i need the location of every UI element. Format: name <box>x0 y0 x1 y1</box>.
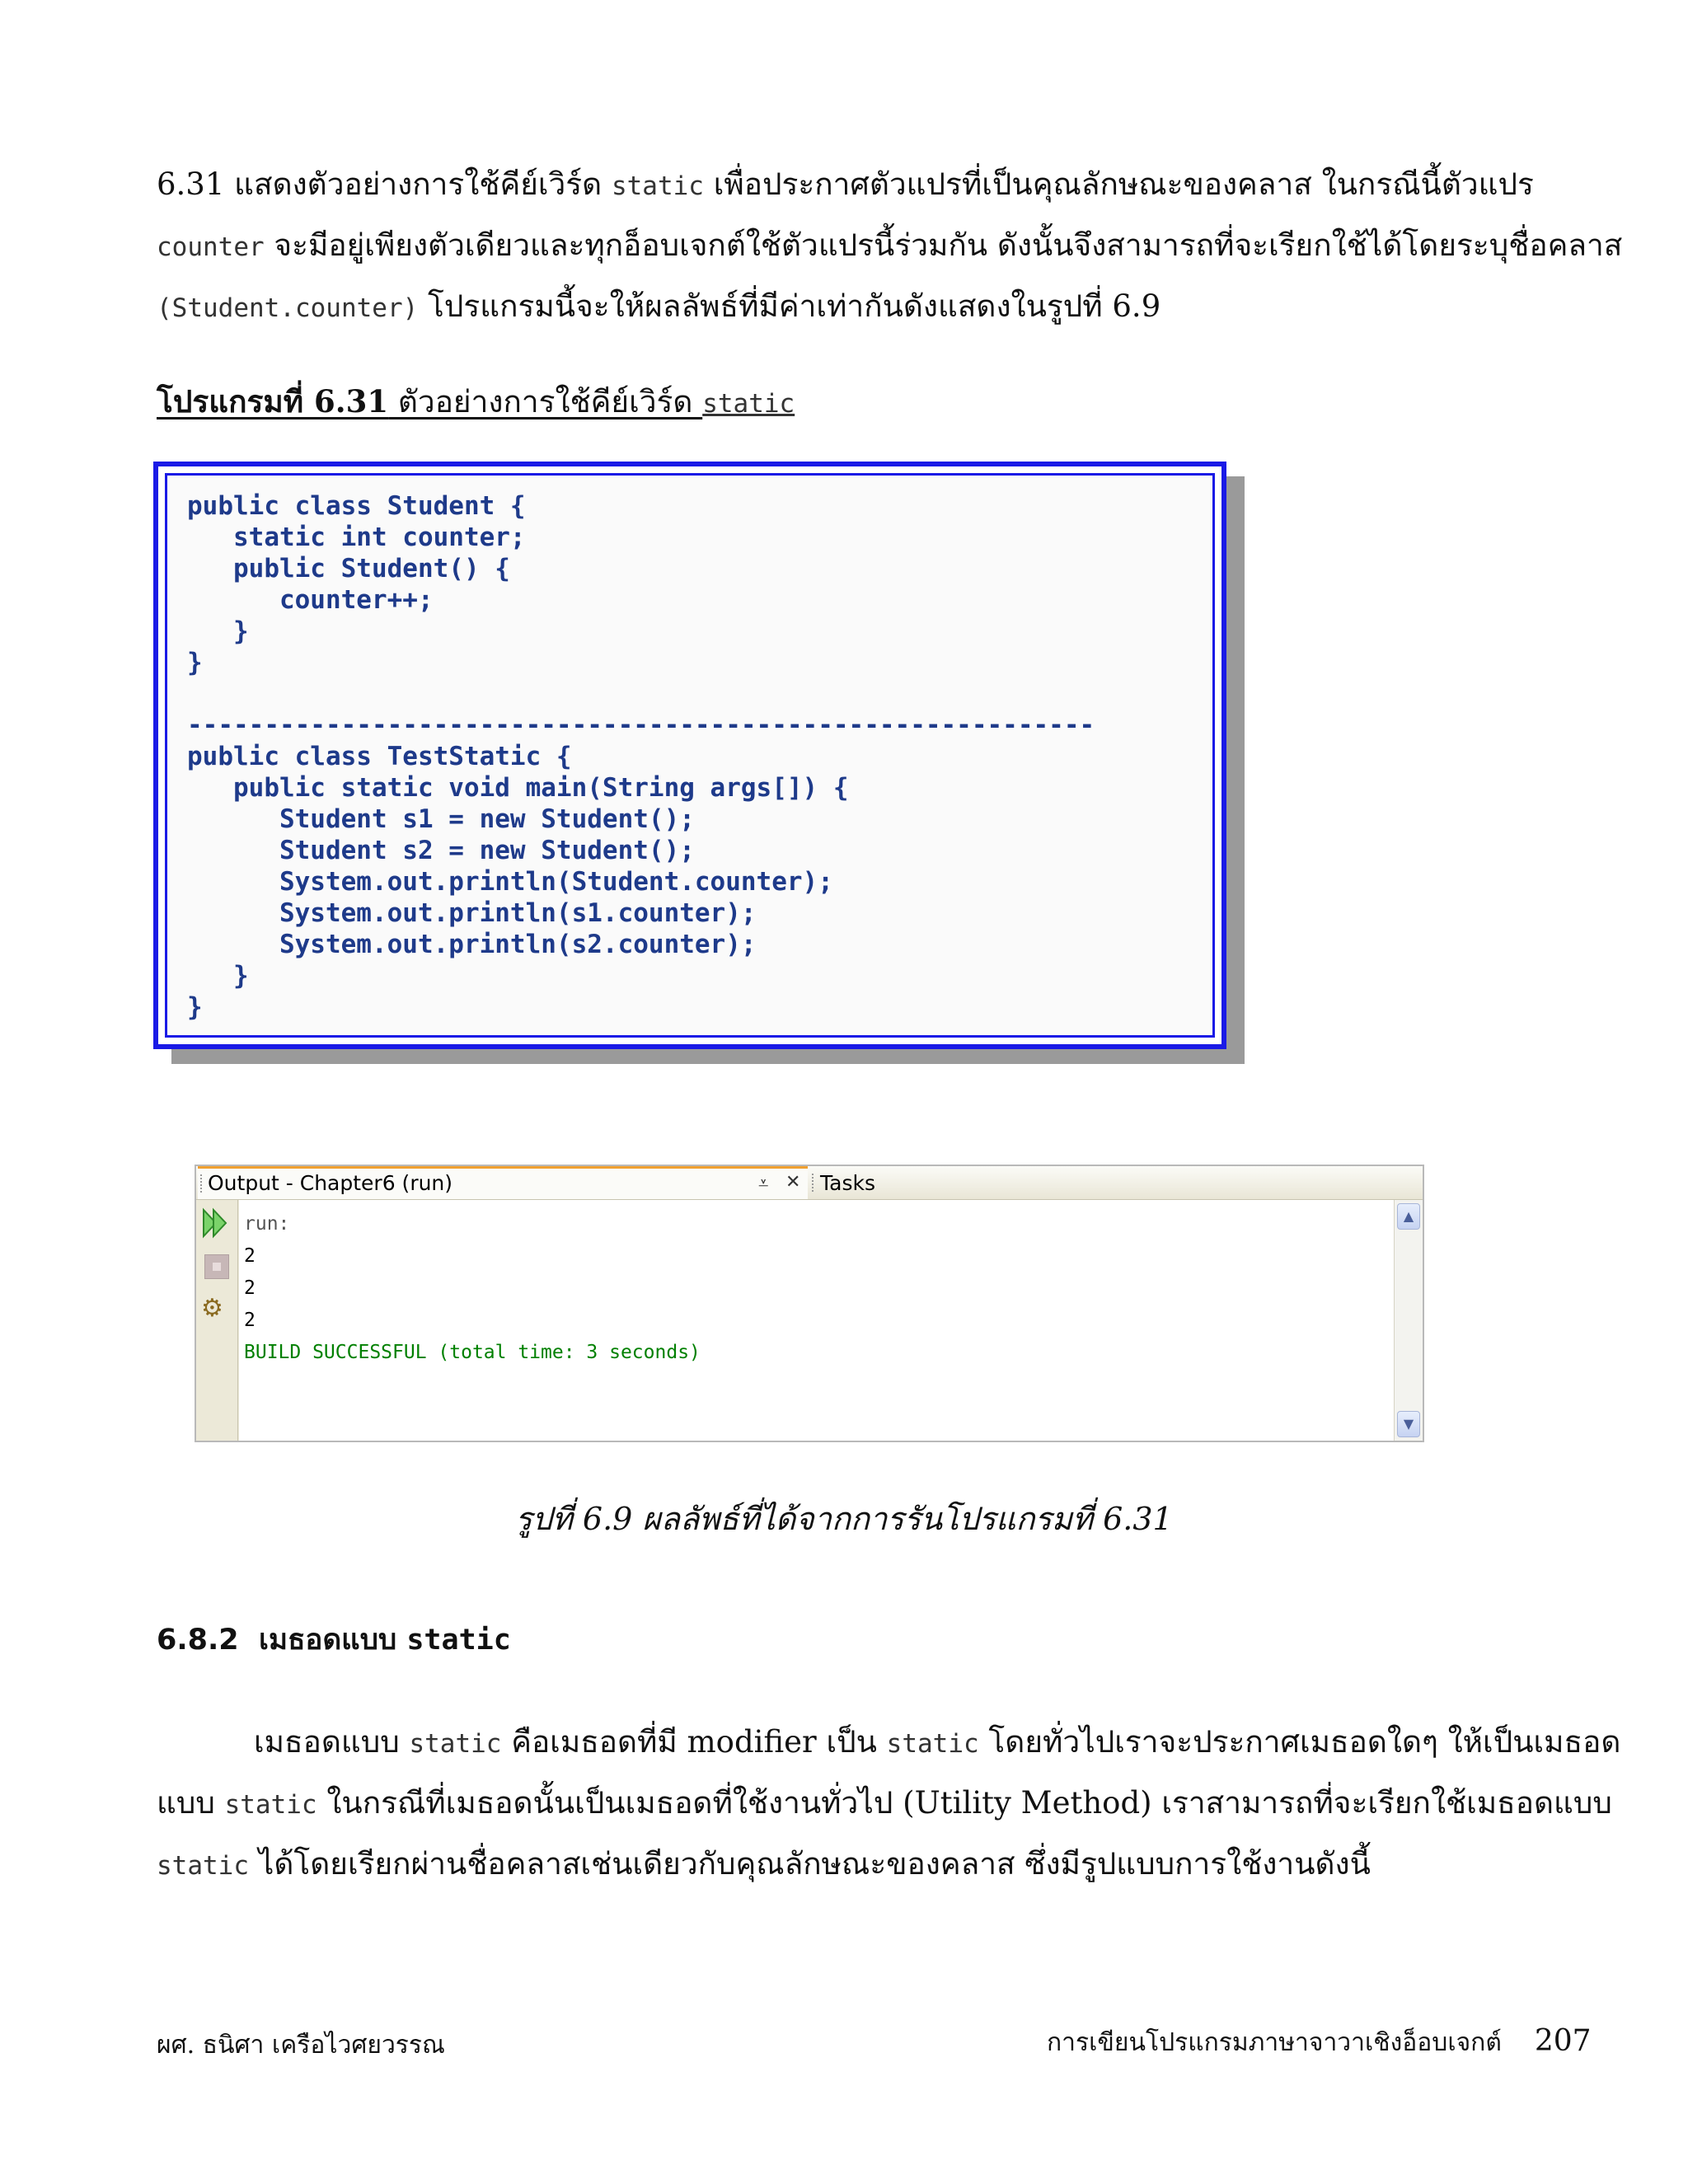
paragraph-line <box>157 277 1525 338</box>
page-number: 207 <box>1534 2024 1592 2058</box>
code-listing <box>187 490 1095 1023</box>
inline-code: static <box>224 1790 317 1820</box>
program-caption-text: ตัวอย่างการใช้คีย์เวิร์ด <box>388 384 703 419</box>
output-console <box>244 1208 701 1369</box>
paragraph-line <box>157 1713 1621 1774</box>
section-number: 6.8.2 <box>157 1624 239 1657</box>
code-line: public static void main(String args[]) { <box>187 773 849 803</box>
text-span: โดยทั่วไปเราจะประกาศเมธอดใดๆ ให้เป็นเมธอด <box>978 1724 1621 1760</box>
paragraph-line <box>157 155 1534 216</box>
text-span: โปรแกรมนี้จะให้ผลลัพธ์ที่มีค่าเท่ากันดังแสดงในรูปที่ 6.9 <box>418 288 1161 324</box>
scroll-down-icon[interactable]: ▼ <box>1397 1411 1420 1437</box>
paragraph-line <box>157 1774 1612 1835</box>
tab-tasks-label: Tasks <box>820 1171 875 1195</box>
code-line: } <box>187 992 203 1022</box>
output-line: run: <box>244 1213 290 1235</box>
settings-icon[interactable]: ⚙ <box>201 1294 223 1323</box>
code-line: public class Student { <box>187 491 526 521</box>
inline-code: static <box>702 389 795 419</box>
program-label: โปรแกรมที่ 6.31 <box>157 383 389 419</box>
output-line: 2 <box>244 1277 256 1299</box>
output-window <box>195 1165 1424 1442</box>
footer-author: ผศ. ธนิศา เครือไวศยวรรณ <box>157 2031 445 2060</box>
program-caption <box>157 377 795 426</box>
code-line: Student s1 = new Student(); <box>187 804 695 834</box>
code-line: } <box>187 648 203 677</box>
code-listing-inner <box>165 473 1215 1038</box>
text-span: เพื่อประกาศตัวแปรที่เป็นคุณลักษณะของคลาส ในกรณีนี้ตัวแปร <box>703 166 1534 202</box>
static-method-paragraph <box>157 1713 1621 1896</box>
text-span: จะมีอยู่เพียงตัวเดียวและทุกอ็อบเจกต์ใช้ตัวแปรนี้ร่วมกัน ดังนั้นจึงสามารถที่จะเรียกใช้ได้โดยระบุชื่อคลาส <box>264 227 1623 263</box>
code-line: } <box>187 961 249 991</box>
inline-code: (Student.counter) <box>157 293 419 323</box>
text-span: คือเมธอดที่มี modifier เป็น <box>501 1724 887 1760</box>
inline-code: static <box>406 1624 511 1657</box>
output-text-area[interactable] <box>239 1200 1395 1441</box>
code-line: public class TestStatic { <box>187 742 572 771</box>
code-line: public Student() { <box>187 554 510 583</box>
output-line: 2 <box>244 1245 256 1267</box>
text-span: ในกรณีที่เมธอดนั้นเป็นเมธอดที่ใช้งานทั่วไป (Utility Method) เราสามารถที่จะเรียกใช้เมธอดแบบ <box>316 1785 1612 1821</box>
rerun-icon[interactable] <box>201 1207 231 1240</box>
code-line: System.out.println(s2.counter); <box>187 930 757 959</box>
text-span: แบบ <box>157 1785 225 1821</box>
code-separator-line: ----------------------------------------------------------- <box>187 710 1095 740</box>
code-line: Student s2 = new Student(); <box>187 836 695 865</box>
tab-output[interactable] <box>198 1166 808 1199</box>
tab-grip-icon <box>812 1174 816 1192</box>
text-span: ได้โดยเรียกผ่านชื่อคลาสเช่นเดียวกับคุณลักษณะของคลาส ซึ่งมีรูปแบบการใช้งานดังนี้ <box>248 1846 1371 1882</box>
code-listing-box <box>153 462 1226 1049</box>
inline-code: static <box>409 1729 502 1759</box>
inline-code: static <box>157 1851 249 1881</box>
minimize-icon[interactable]: ⩡ <box>758 1174 769 1194</box>
inline-code: counter <box>157 232 265 262</box>
intro-paragraph <box>157 155 1623 338</box>
tab-output-label: Output - Chapter6 (run) <box>208 1171 453 1195</box>
inline-code: static <box>886 1729 979 1759</box>
section-title: เมธอดแบบ <box>259 1624 407 1657</box>
footer-book-title: การเขียนโปรแกรมภาษาจาวาเชิงอ็อบเจกต์ <box>1047 2028 1502 2057</box>
scroll-up-icon[interactable]: ▲ <box>1397 1203 1420 1230</box>
text-span: 6.31 แสดงตัวอย่างการใช้คีย์เวิร์ด <box>157 166 612 202</box>
close-icon[interactable]: ✕ <box>785 1172 801 1193</box>
code-line: System.out.println(Student.counter); <box>187 867 833 897</box>
code-line: counter++; <box>187 585 434 615</box>
text-span: เมธอดแบบ <box>254 1724 410 1760</box>
paragraph-line <box>157 216 1623 277</box>
inline-code: static <box>611 171 704 201</box>
vertical-scrollbar[interactable] <box>1394 1200 1423 1441</box>
output-tab-bar <box>196 1166 1423 1200</box>
figure-caption: รูปที่ 6.9 ผลลัพธ์ที่ได้จากการรันโปรแกรมที่ 6.31 <box>515 1501 1173 1537</box>
code-line: } <box>187 616 249 646</box>
section-heading <box>157 1617 511 1662</box>
tab-grip-icon <box>200 1174 204 1193</box>
paragraph-line <box>157 1835 1525 1896</box>
code-line: System.out.println(s1.counter); <box>187 898 757 928</box>
build-status-line: BUILD SUCCESSFUL (total time: 3 seconds) <box>244 1342 701 1363</box>
output-line: 2 <box>244 1310 256 1331</box>
stop-icon[interactable] <box>204 1254 229 1279</box>
footer-book-info <box>1047 2023 1592 2062</box>
code-line <box>187 678 1095 710</box>
output-toolbar <box>196 1200 238 1441</box>
code-line: static int counter; <box>187 523 526 552</box>
